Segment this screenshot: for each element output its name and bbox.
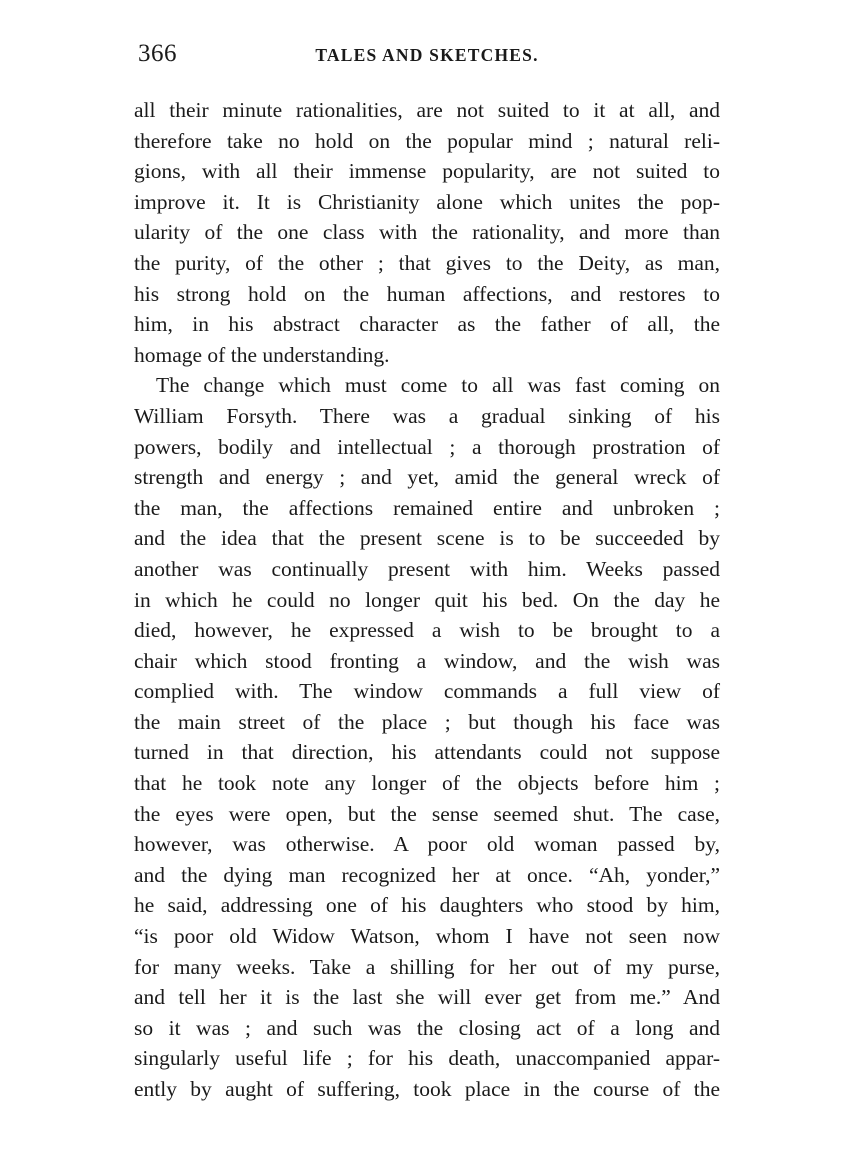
text-line: and the idea that the present scene is to be succeeded by (134, 526, 720, 551)
text-line: the man, the affections remained entire and unbroken ; (134, 495, 720, 520)
text-line: improve it. It is Christianity alone which unites the pop- (134, 189, 720, 214)
text-line: complied with. The window commands a full view of (134, 679, 720, 704)
text-line: another was continually present with him. Weeks passed (134, 556, 720, 581)
running-head (134, 40, 720, 74)
text-line: William Forsyth. There was a gradual sinking of his (134, 403, 720, 428)
text-line: and the dying man recognized her at once. “Ah, yonder,” (134, 862, 720, 887)
text-line: The change which must come to all was fast coming on (156, 373, 720, 398)
text-line: died, however, he expressed a wish to be brought to a (134, 618, 720, 643)
text-line: ularity of the one class with the rationality, and more than (134, 220, 720, 245)
text-line: therefore take no hold on the popular mind ; natural reli- (134, 128, 720, 153)
text-line: turned in that direction, his attendants could not suppose (134, 740, 720, 765)
text-line: chair which stood fronting a window, and the wish was (134, 648, 720, 673)
text-line: the eyes were open, but the sense seemed shut. The case, (134, 801, 720, 826)
text-line: all their minute rationalities, are not suited to it at all, and (134, 98, 720, 122)
text-line: he said, addressing one of his daughters who stood by him, (134, 893, 720, 918)
body-text (134, 95, 720, 1105)
text-line: for many weeks. Take a shilling for her out of my purse, (134, 954, 720, 979)
text-line: singularly useful life ; for his death, unaccompanied appar- (134, 1046, 720, 1071)
text-line: so it was ; and such was the closing act of a long and (134, 1015, 720, 1040)
text-line: the main street of the place ; but though his face was (134, 709, 720, 734)
text-line: him, in his abstract character as the father of all, the (134, 312, 720, 337)
text-line: strength and energy ; and yet, amid the general wreck of (134, 465, 720, 490)
text-line: and tell her it is the last she will ever get from me.” And (134, 985, 720, 1010)
text-line: “is poor old Widow Watson, whom I have not seen now (134, 924, 720, 949)
text-line: however, was otherwise. A poor old woman passed by, (134, 832, 720, 857)
running-title: TALES AND SKETCHES. (315, 45, 539, 65)
text-line: ently by aught of suffering, took place in the course of the (134, 1077, 720, 1101)
text-line: his strong hold on the human affections, and restores to (134, 281, 720, 306)
text-line: the purity, of the other ; that gives to the Deity, as man, (134, 250, 720, 275)
text-line: gions, with all their immense popularity, are not suited to (134, 159, 720, 184)
text-line: in which he could no longer quit his bed. On the day he (134, 587, 720, 612)
text-line: powers, bodily and intellectual ; a thorough prostration of (134, 434, 720, 459)
text-line: homage of the understanding. (134, 342, 390, 367)
text-line: that he took note any longer of the objects before him ; (134, 771, 720, 796)
page-number: 366 (138, 40, 177, 67)
